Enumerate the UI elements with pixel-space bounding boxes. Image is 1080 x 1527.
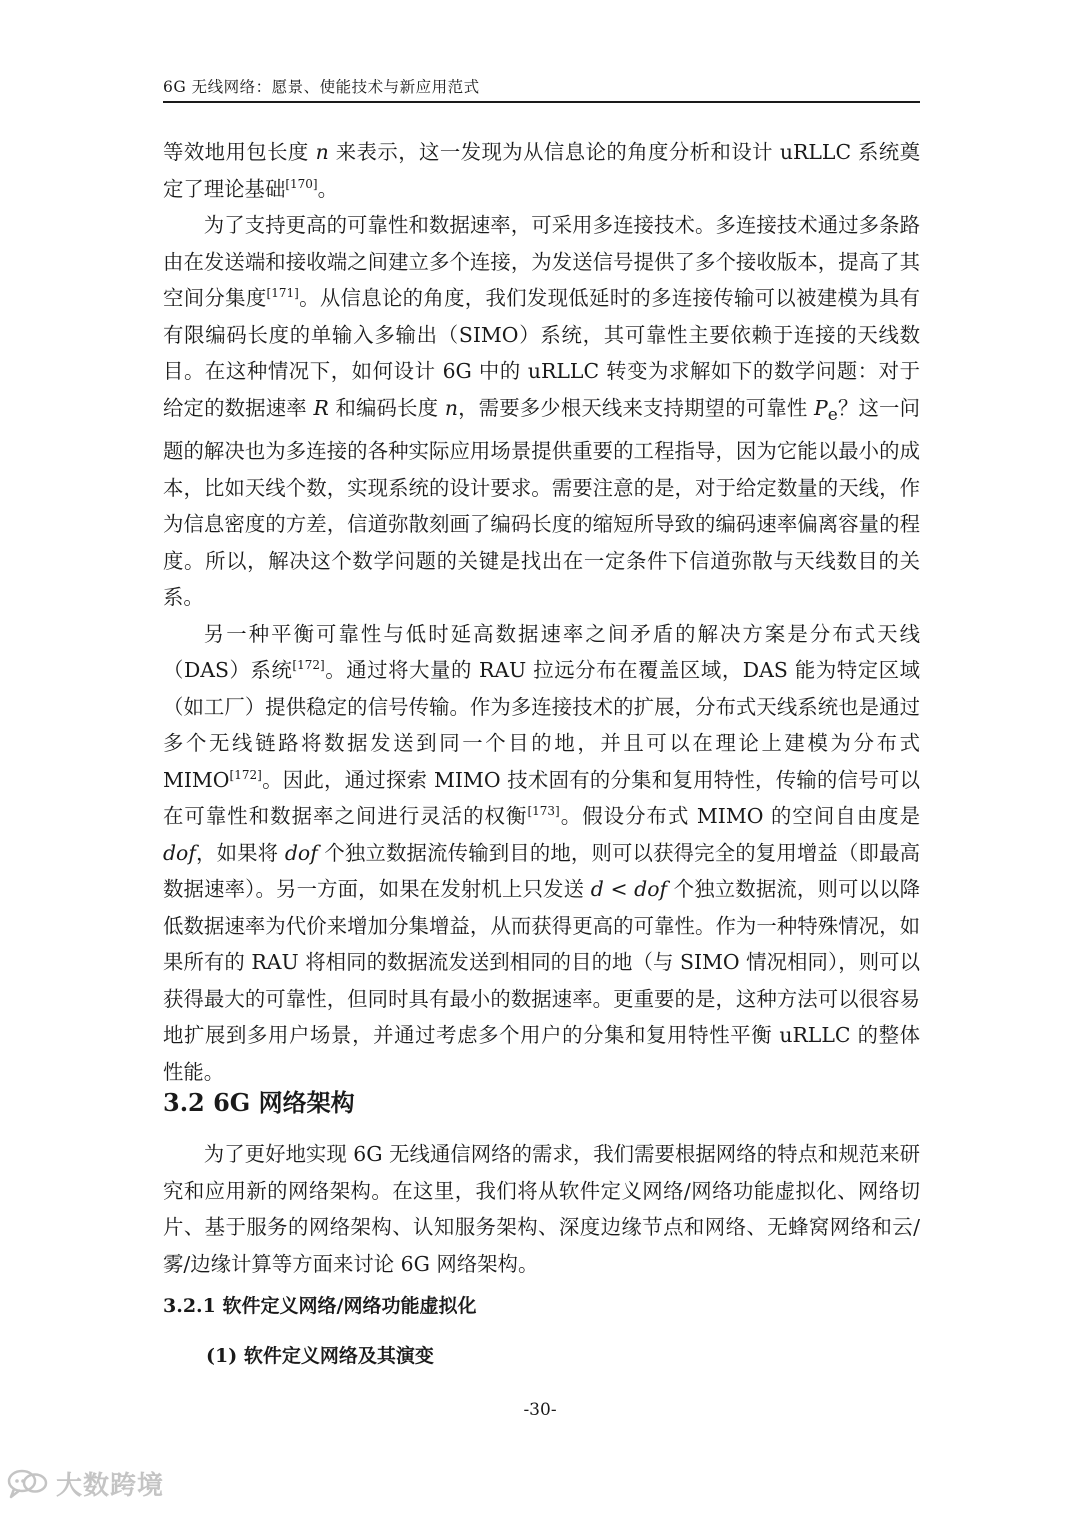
watermark-text: 大数跨境 <box>56 1470 165 1501</box>
text-run: 。从信息论的角度，我们发现低延时的多连接传输可以被建模为具有有限编码长度的单输入多输出（SIMO）系统，其可靠性主要依赖于连接的天线数目。在这种情况下，如何设计 6G 中的 uRLLC 转变为求解如下的数学问题：对于给定的数据速率 <box>163 286 920 420</box>
subsection-heading: 3.2.1 软件定义网络/网络功能虚拟化 <box>163 1295 477 1317</box>
text-run: 个独立数据流，则可以以降低数据速率为代价来增加分集增益，从而获得更高的可靠性。作为一种特殊情况，如果所有的 RAU 将相同的数据流发送到相同的目的地（与 SIMO 情况相同），则可以获得最大的可靠性，但同时具有最小的数据速率。更重要的是，这种方法可以很容易地扩展到多用户场景，并通过考虑多个用户的分集和复用特性平衡 uRLLC 的整体性能。 <box>163 877 921 1084</box>
math-variable: n <box>444 395 458 420</box>
citation: [173] <box>527 804 560 819</box>
subsubsection-heading: (1) 软件定义网络及其演变 <box>206 1345 434 1367</box>
running-header: 6G 无线网络：愿景、使能技术与新应用范式 <box>163 78 480 96</box>
page-number: -30- <box>523 1400 557 1420</box>
body-text-top <box>163 134 920 1090</box>
watermark <box>6 1458 164 1508</box>
text-run: 。通过将大量的 RAU 拉远分布在覆盖区域，DAS 能为特定区域（如工厂）提供稳定的信号传输。作为多连接技术的扩展，分布式天线系统也是通过多个无线链路将数据发送到同一个目的地，并且可以在理论上建模为分布式 MIMO <box>163 658 921 792</box>
math-variable: R <box>313 395 329 420</box>
math-variable: dof <box>634 877 668 902</box>
text-run: 个独立数据流传输到目的地，则可以获得完全的复用增益（即最高数据速率）。另一方面，如果在发射机上只发送 <box>163 840 920 902</box>
text-run: 为了支持更高的可靠性和数据速率，可采用多连接技术。多连接技术通过多条路由在发送端和接收端之间建立多个连接，为发送信号提供了多个接收版本，提高了其空间分集度 <box>163 213 920 310</box>
text-run: 和编码长度 <box>328 395 445 420</box>
math-variable: d <box>590 877 604 902</box>
citation: [170] <box>285 176 318 191</box>
citation: [171] <box>266 286 299 301</box>
body-text-bottom <box>163 1136 920 1282</box>
paragraph-1 <box>163 134 920 207</box>
math-subscript: e <box>827 404 838 425</box>
text-run: ？这一问题的解决也为多连接的各种实际应用场景提供重要的工程指导，因为它能以最小的成本，比如天线个数，实现系统的设计要求。需要注意的是，对于给定数量的天线，作为信息密度的方差，信道弥散刻画了编码长度的缩短所导致的编码速率偏离容量的程度。所以，解决这个数学问题的关键是找出在一定条件下信道弥散与天线数目的关系。 <box>163 395 920 610</box>
citation: [172] <box>229 767 262 782</box>
math-variable: dof <box>163 840 196 865</box>
paragraph-4: 为了更好地实现 6G 无线通信网络的需求，我们需要根据网络的特点和规范来研究和应用新的网络架构。在这里，我们将从软件定义网络/网络功能虚拟化、网络切片、基于服务的网络架构、认知服务架构、深度边缘节点和网络、无蜂窝网络和云/雾/边缘计算等方面来讨论 6G 网络架构。 <box>163 1142 920 1276</box>
math-variable: n <box>315 140 329 164</box>
text-run: ，需要多少根天线来支持期望的可靠性 <box>457 395 815 420</box>
text-run: 。 <box>317 176 339 201</box>
math-variable: dof <box>284 840 318 865</box>
paragraph-3 <box>163 616 920 1091</box>
paragraph-2 <box>163 207 920 616</box>
citation: [172] <box>292 658 325 673</box>
section-heading: 3.2 6G 网络架构 <box>163 1088 355 1117</box>
text-run: 另一种平衡可靠性与低时延高数据速率之间矛盾的解决方案是分布式天线（DAS）系统 <box>163 621 920 683</box>
text-run: 等效地用包长度 <box>163 140 316 164</box>
text-run: ，如果将 <box>195 840 285 865</box>
math-variable: P <box>814 395 828 420</box>
text-run: 。因此，通过探索 MIMO 技术固有的分集和复用特性，传输的信号可以在可靠性和数据率之间进行灵活的权衡 <box>163 767 920 829</box>
text-run: 来表示，这一发现为从信息论的角度分析和设计 uRLLC 系统奠定了理论基础 <box>163 140 920 201</box>
text-run: 。假设分布式 MIMO 的空间自由度是 <box>559 804 920 829</box>
chat-bubble-logo-icon <box>6 1466 50 1500</box>
text-run: < <box>603 877 635 902</box>
header-rule <box>163 101 920 103</box>
